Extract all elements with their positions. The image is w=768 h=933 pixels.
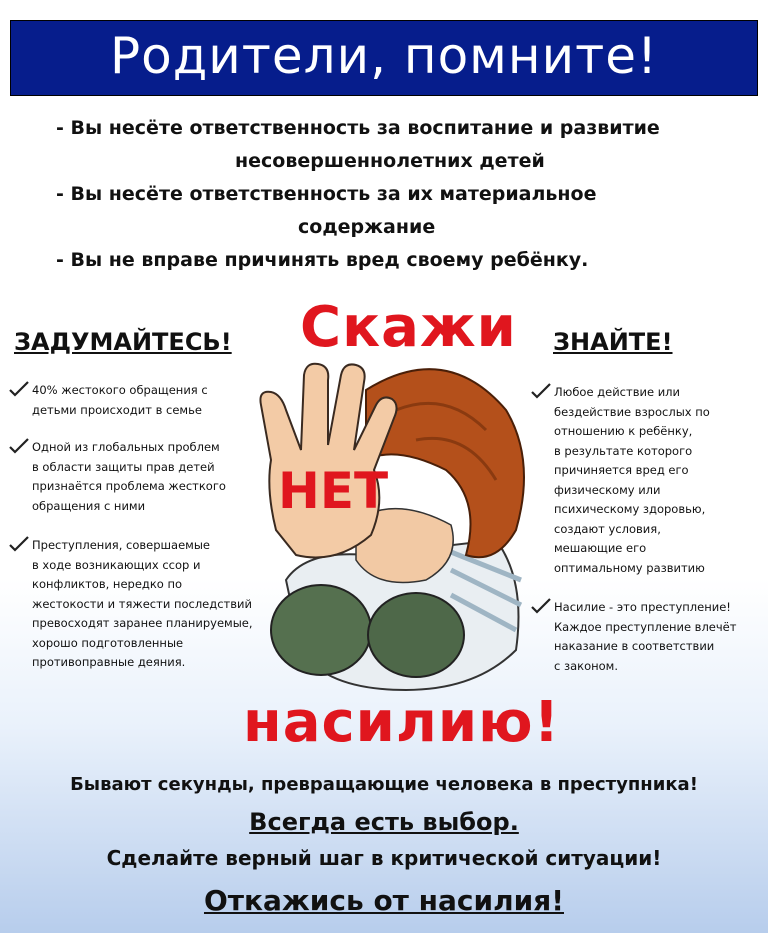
page-title: Родители, помните! — [109, 27, 659, 85]
checkmark-icon — [8, 438, 30, 454]
rule-line: - Вы несёте ответственность за их материальное — [56, 183, 597, 205]
rule-line: - Вы несёте ответственность за воспитание и развитие — [56, 117, 660, 139]
list-item-text: Преступления, совершаемые в ходе возникающих ссор и конфликтов, нередко по жестокости и тяжести последствий превосходят заранее планируемые, хорошо подготовленные противоправные деяния. — [32, 538, 253, 669]
list-item-text: 40% жестокого обращения с детьми происходит в семье — [32, 383, 208, 417]
bottom-line-2: Всегда есть выбор. — [249, 808, 519, 836]
rule-line: содержание — [298, 216, 436, 238]
left-heading: ЗАДУМАЙТЕСЬ! — [14, 328, 232, 356]
checkmark-icon — [8, 536, 30, 552]
bottom-line-1: Бывают секунды, превращающие человека в преступника! — [70, 774, 698, 795]
net-word: НЕТ — [278, 462, 389, 520]
bottom-line-3: Сделайте верный шаг в критической ситуации! — [106, 846, 662, 870]
list-item-text: Любое действие или бездействие взрослых по отношению к ребёнку, в результате которого причиняется вред его физическому или психическому здоровью, создают условия, мешающие его оптимальному развитию — [554, 385, 710, 575]
right-heading: ЗНАЙТЕ! — [553, 328, 673, 356]
bottom-line-4: Откажись от насилия! — [203, 884, 564, 917]
list-item-text: Насилие - это преступление! Каждое преступление влечёт наказание в соответствии с законом. — [554, 600, 737, 673]
rule-line: - Вы не вправе причинять вред своему ребёнку. — [56, 249, 589, 271]
child-hiding-illustration — [246, 350, 536, 695]
list-item-text: Одной из глобальных проблем в области защиты прав детей признаётся проблема жесткого обращения с ними — [32, 440, 226, 513]
checkmark-icon — [8, 381, 30, 397]
skazhi-word: Скажи — [300, 295, 517, 360]
title-banner — [10, 20, 758, 96]
nasiliyu-word: насилию! — [243, 690, 561, 755]
rule-line: несовершеннолетних детей — [235, 150, 545, 172]
